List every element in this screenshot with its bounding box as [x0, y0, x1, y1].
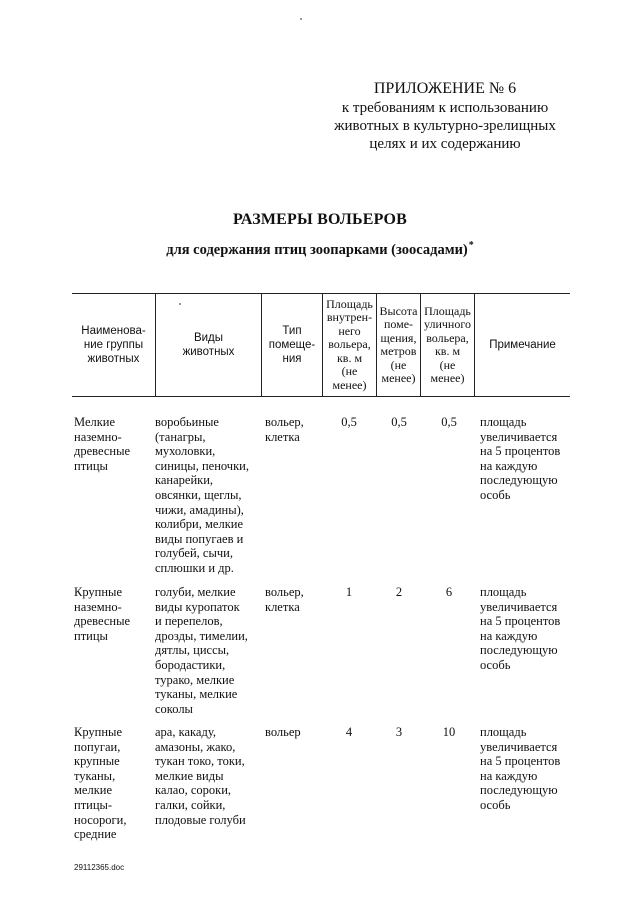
- cell-room-type: вольер: [265, 725, 301, 739]
- cell-group: Крупные наземно- древесные птицы: [74, 585, 131, 643]
- cell-height: 2: [395, 585, 403, 599]
- cell-species: голуби, мелкие виды куропаток и перепелов, дрозды, тимелии, дятлы, циссы, бородастики, турако, мелкие туканы, мелкие соколы: [155, 585, 248, 716]
- header-species: Виды животных: [182, 332, 235, 358]
- header-group: Наименова- ние группы животных: [81, 325, 146, 365]
- cell-outdoor-area: 0,5: [441, 415, 457, 429]
- subtitle-text: для содержания птиц зоопарками (зоосадами): [166, 242, 468, 258]
- cell-room-type: вольер, клетка: [265, 415, 304, 444]
- header-note: Примечание: [489, 339, 556, 351]
- appendix-line: целях и их содержанию: [369, 136, 521, 152]
- table-header-row: [72, 293, 570, 397]
- appendix-heading: [300, 80, 590, 153]
- header-height: Высота поме- щения, метров (не менее): [379, 303, 418, 385]
- cell-group: Мелкие наземно- древесные птицы: [74, 415, 131, 473]
- footnote-mark: *: [468, 240, 474, 251]
- cell-species: воробьиные (танагры, мухоловки, синицы, пеночки, канарейки, овсянки, щеглы, чижи, амадины), колибри, мелкие виды попугаев и голубей, сычи, сплюшки и др.: [155, 415, 249, 575]
- cell-indoor-area: 1: [345, 585, 353, 599]
- scan-speck: [179, 303, 181, 305]
- cell-outdoor-area: 6: [445, 585, 453, 599]
- cell-indoor-area: 4: [345, 725, 353, 739]
- cell-note: площадь увеличивается на 5 процентов на каждую последующую особь: [480, 585, 561, 672]
- scan-speck: [300, 18, 302, 20]
- header-room-type: Тип помеще- ния: [268, 325, 316, 365]
- document-subtitle: [0, 240, 640, 259]
- document-title: РАЗМЕРЫ ВОЛЬЕРОВ: [232, 211, 408, 228]
- cell-height: 0,5: [391, 415, 407, 429]
- enclosure-size-table: [72, 293, 570, 842]
- cell-outdoor-area: 10: [442, 725, 456, 739]
- header-indoor-area: Площадь внутрен- него вольера, кв. м (не менее): [326, 296, 373, 392]
- appendix-number: ПРИЛОЖЕНИЕ № 6: [373, 80, 517, 97]
- appendix-line: животных в культурно-зрелищных: [334, 118, 556, 134]
- cell-height: 3: [395, 725, 403, 739]
- appendix-line: к требованиям к использованию: [341, 100, 549, 116]
- cell-note: площадь увеличивается на 5 процентов на каждую последующую особь: [480, 725, 561, 812]
- cell-room-type: вольер, клетка: [265, 585, 304, 614]
- cell-indoor-area: 0,5: [341, 415, 357, 429]
- header-outdoor-area: Площадь уличного вольера, кв. м (не менее): [424, 303, 471, 385]
- cell-group: Крупные попугаи, крупные туканы, мелкие птицы- носороги, средние: [74, 725, 127, 842]
- file-reference: 29112365.doc: [74, 863, 125, 872]
- cell-note: площадь увеличивается на 5 процентов на каждую последующую особь: [480, 415, 561, 502]
- cell-species: ара, какаду, амазоны, жако, тукан токо, токи, мелкие виды калао, сороки, галки, сойки, плодовые голуби: [155, 725, 246, 827]
